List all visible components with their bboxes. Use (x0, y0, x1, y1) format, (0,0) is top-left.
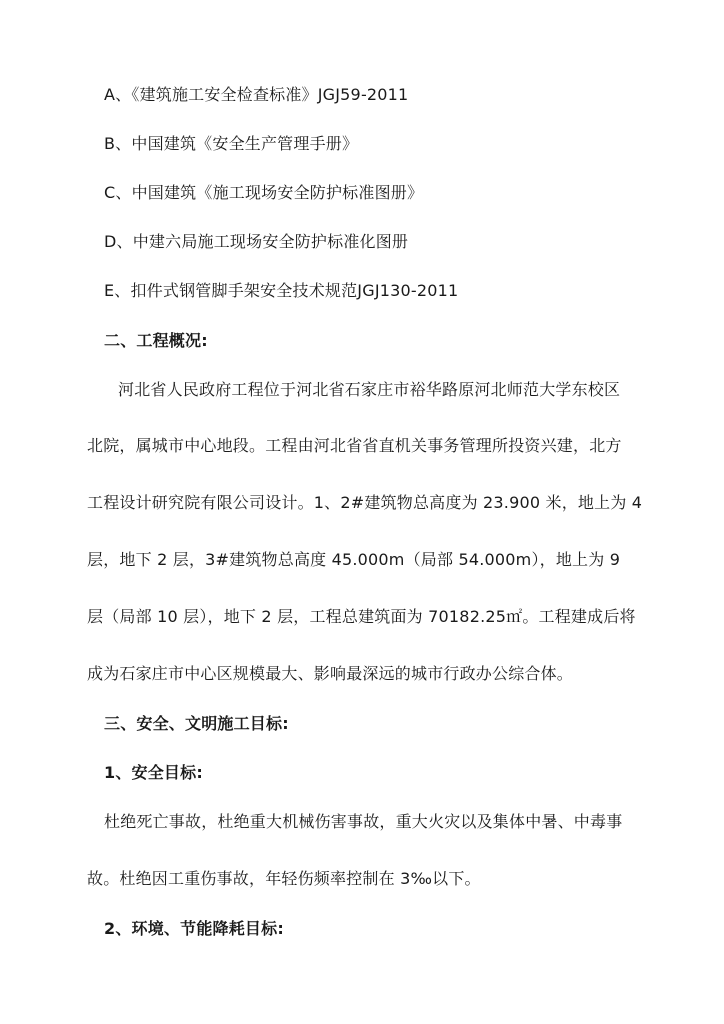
reference-item: C、中国建筑《施工现场安全防护标准图册》 (104, 183, 424, 202)
section-heading: 三、安全、文明施工目标: (104, 714, 289, 733)
paragraph-line: 层，地下 2 层，3#建筑物总高度 45.000m（局部 54.000m），地上为 9 (87, 550, 621, 569)
section-heading: 二、工程概况: (104, 331, 208, 350)
paragraph-line: 杜绝死亡事故，杜绝重大机械伤害事故，重大火灾以及集体中暑、中毒事 (104, 812, 623, 831)
reference-item: A、《建筑施工安全检查标准》JGJ59-2011 (104, 85, 409, 104)
reference-item: E、扣件式钢管脚手架安全技术规范JGJ130-2011 (104, 281, 459, 300)
paragraph-line: 河北省人民政府工程位于河北省石家庄市裕华路原河北师范大学东校区 (118, 380, 621, 399)
paragraph-line: 故。杜绝因工重伤事故，年轻伤频率控制在 3‰以下。 (87, 869, 481, 888)
subsection-heading: 1、安全目标: (104, 763, 203, 782)
reference-item: B、中国建筑《安全生产管理手册》 (104, 134, 359, 153)
paragraph-line: 层（局部 10 层），地下 2 层，工程总建筑面为 70182.25㎡。工程建成后将 (87, 607, 636, 626)
reference-item: D、中建六局施工现场安全防护标准化图册 (104, 232, 409, 251)
subsection-heading: 2、环境、节能降耗目标: (104, 919, 284, 938)
paragraph-line: 成为石家庄市中心区规模最大、影响最深远的城市行政办公综合体。 (87, 664, 574, 683)
paragraph-line: 北院，属城市中心地段。工程由河北省省直机关事务管理所投资兴建，北方 (87, 436, 622, 455)
paragraph-line: 工程设计研究院有限公司设计。1、2#建筑物总高度为 23.900 米，地上为 4 (87, 493, 643, 512)
